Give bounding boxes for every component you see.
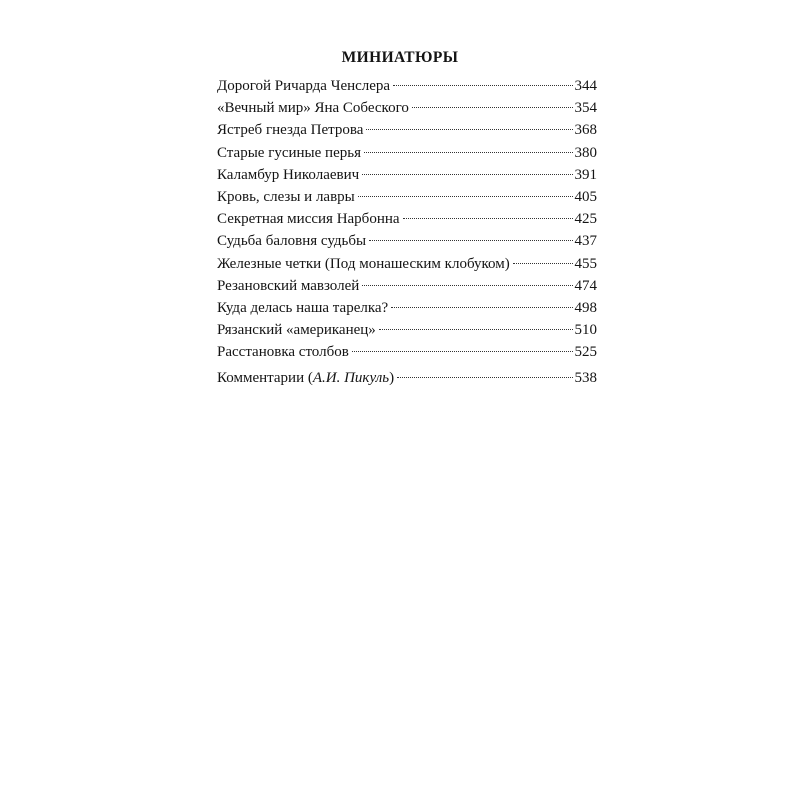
toc-entry-page-number: 368 bbox=[574, 122, 597, 139]
toc-entry-page-number: 455 bbox=[574, 255, 597, 272]
section-title: МИНИАТЮРЫ bbox=[341, 49, 459, 66]
toc-entry-title: Куда делась наша тарелка? bbox=[217, 299, 389, 316]
toc-entry[interactable] bbox=[217, 119, 597, 141]
toc-entry-title: Рязанский «американец» bbox=[217, 322, 376, 339]
dot-leader bbox=[362, 284, 572, 286]
dot-leader bbox=[403, 217, 573, 219]
dot-leader bbox=[362, 173, 572, 175]
toc-entry-page-number: 405 bbox=[574, 188, 597, 205]
toc-entry[interactable] bbox=[217, 164, 597, 186]
toc-entry[interactable] bbox=[217, 186, 597, 208]
table-of-contents bbox=[217, 75, 597, 390]
dot-leader bbox=[379, 328, 573, 330]
commentary-label-suffix: ) bbox=[389, 370, 395, 387]
toc-entry[interactable] bbox=[217, 319, 597, 341]
toc-entry-title: Каламбур Николаевич bbox=[217, 166, 360, 183]
toc-entry-page-number: 354 bbox=[574, 100, 597, 117]
toc-entry-title: Расстановка столбов bbox=[217, 344, 349, 361]
dot-leader bbox=[358, 195, 573, 197]
toc-entry-page-number: 425 bbox=[574, 211, 597, 228]
dot-leader bbox=[397, 376, 572, 378]
dot-leader bbox=[412, 106, 573, 108]
toc-entry[interactable] bbox=[217, 341, 597, 363]
commentary-author: А.И. Пикуль bbox=[312, 370, 390, 387]
toc-entry[interactable] bbox=[217, 253, 597, 275]
toc-entry-page-number: 437 bbox=[574, 233, 597, 250]
toc-entry-page-number: 538 bbox=[574, 370, 597, 387]
toc-entry-title: Ястреб гнезда Петрова bbox=[217, 122, 364, 139]
toc-entry-title: Кровь, слезы и лавры bbox=[217, 188, 355, 205]
toc-entry-title: Секретная миссия Нарбонна bbox=[217, 211, 400, 228]
toc-entry-title bbox=[217, 367, 394, 389]
toc-entry-page-number: 525 bbox=[574, 344, 597, 361]
toc-entry-page-number: 510 bbox=[574, 322, 597, 339]
toc-entry-page-number: 391 bbox=[574, 166, 597, 183]
toc-entry-page-number: 498 bbox=[574, 299, 597, 316]
toc-entry[interactable] bbox=[217, 142, 597, 164]
toc-entry[interactable] bbox=[217, 297, 597, 319]
toc-entry-commentary[interactable] bbox=[217, 367, 597, 389]
toc-entry-page-number: 380 bbox=[574, 144, 597, 161]
dot-leader bbox=[364, 151, 573, 153]
toc-entry-page-number: 344 bbox=[574, 78, 597, 94]
dot-leader bbox=[366, 128, 572, 130]
toc-entry-page-number: 474 bbox=[574, 277, 597, 294]
dot-leader bbox=[352, 350, 573, 352]
dot-leader bbox=[369, 239, 572, 241]
toc-entry[interactable] bbox=[217, 208, 597, 230]
toc-entry-title: Старые гусиные перья bbox=[217, 144, 361, 161]
toc-entry[interactable] bbox=[217, 97, 597, 119]
commentary-label: Комментарии ( bbox=[217, 370, 313, 387]
dot-leader bbox=[391, 306, 572, 308]
toc-entry-title: «Вечный мир» Яна Собеского bbox=[217, 100, 409, 117]
dot-leader bbox=[393, 84, 572, 86]
dot-leader bbox=[513, 262, 573, 264]
toc-entry-title: Железные четки (Под монашеским клобуком) bbox=[217, 255, 510, 272]
toc-entry[interactable] bbox=[217, 275, 597, 297]
toc-entry-title: Резановский мавзолей bbox=[217, 277, 360, 294]
toc-entry[interactable] bbox=[217, 230, 597, 252]
toc-entry-title: Судьба баловня судьбы bbox=[217, 233, 367, 250]
toc-entry-title: Дорогой Ричарда Ченслера bbox=[217, 78, 391, 94]
toc-entry[interactable] bbox=[217, 75, 597, 97]
